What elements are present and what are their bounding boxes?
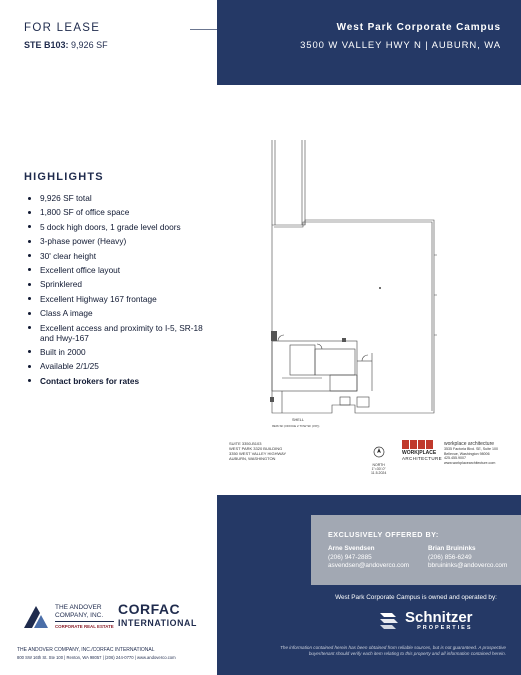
list-item: Available 2/1/25 [27, 361, 217, 371]
broker-email[interactable]: asvendsen@andoverco.com [328, 562, 410, 569]
footer-line1: THE ANDOVER COMPANY, INC./CORFAC INTERNATIONAL [17, 647, 155, 653]
disclaimer-line: The information contained herein has been obtained from reliable sources, but is not guaranteed. A prospective [280, 645, 506, 650]
caption-line: 3350 WEST VALLEY HIGHWAY [229, 451, 287, 456]
property-name: West Park Corporate Campus [336, 22, 501, 33]
architect-line: 425.455.9007 [444, 456, 466, 461]
schnitzer-sub: PROPERTIES [417, 624, 473, 631]
highlights-list [27, 193, 217, 390]
architect-line: 3535 Factoria Blvd. SE, Suite 100 [444, 447, 498, 451]
north-arrow [371, 445, 386, 475]
broker-name: Arne Svendsen [328, 545, 375, 552]
andover-line3: CORPORATE REAL ESTATE [55, 621, 114, 631]
list-item: 3-phase power (Heavy) [27, 236, 217, 246]
list-item: Contact brokers for rates [27, 376, 217, 386]
header-property-box [217, 0, 521, 85]
workplace-logo-icon [402, 440, 442, 449]
suite-value: 9,926 SF [71, 40, 108, 50]
list-item: Excellent Highway 167 frontage [27, 294, 217, 304]
corfac-line1: CORFAC [118, 601, 181, 617]
list-item: Sprinklered [27, 279, 217, 289]
list-item: Excellent office layout [27, 265, 217, 275]
broker-email[interactable]: bbruininks@andoverco.com [428, 562, 508, 569]
brokers-panel [311, 515, 521, 585]
architect-line: Bellevue, Washington 98006 [444, 451, 490, 456]
andover-line2: COMPANY, INC. [55, 611, 104, 619]
broker-card [328, 545, 409, 571]
architect-info [444, 441, 498, 465]
footer-line2: 800 SW 16th St. Ste 100 | Renton, WA 98057 | (206) 244-0770 | www.andoverco.com [17, 655, 176, 660]
broker-name: Brian Bruininks [428, 545, 476, 552]
header-left [24, 22, 108, 50]
andover-line1: THE ANDOVER [55, 604, 102, 611]
shell-sub: 9926 SF (OFFICE 2 TOW SF (4'#')) [272, 424, 320, 428]
andover-mark-icon [22, 604, 50, 630]
suite-label: STE B103: [24, 40, 69, 50]
architect-line: www.workplacearchitecture.com [444, 460, 496, 465]
brokers-title: EXCLUSIVELY OFFERED BY: [328, 530, 439, 539]
caption-line: SUITE 3350-B103 [229, 441, 262, 446]
list-item: 5 dock high doors, 1 grade level doors [27, 222, 217, 232]
owner-text: West Park Corporate Campus is owned and operated by: [335, 594, 497, 601]
list-item: Class A image [27, 308, 217, 318]
north-arrow-icon [373, 446, 385, 458]
architect-name: workplace architecture [444, 441, 495, 447]
schnitzer-logo [378, 609, 473, 631]
andover-logo [22, 604, 114, 631]
list-item: 9,926 SF total [27, 193, 217, 203]
suite-size [24, 40, 108, 50]
list-item: Built in 2000 [27, 347, 217, 357]
property-address: 3500 W VALLEY HWY N | AUBURN, WA [300, 40, 501, 51]
scale-label: 1"=30'-0" [371, 467, 386, 471]
date-label: 11.5.2024 [371, 471, 387, 475]
north-label: NORTH [372, 463, 385, 467]
broker-phone[interactable]: (206) 947-2885 [328, 553, 372, 561]
list-item: 30' clear height [27, 251, 217, 261]
broker-card [428, 545, 507, 571]
plan-caption [229, 441, 286, 461]
list-item: Excellent access and proximity to I-5, SR-18 and Hwy-167 [27, 323, 217, 343]
workplace-logo [402, 440, 442, 461]
corfac-logo [118, 601, 197, 628]
shell-label: SHELL [292, 418, 305, 422]
highlights-title: HIGHLIGHTS [24, 171, 104, 183]
disclaimer-line: buyer/tenant should verify each item relating to this property and all information contained herein. [308, 651, 506, 656]
schnitzer-mark-icon [378, 609, 400, 631]
floor-plan-drawing [222, 135, 512, 480]
broker-phone[interactable]: (206) 856-6249 [428, 553, 472, 561]
schnitzer-word: Schnitzer [405, 608, 473, 626]
corfac-line2: INTERNATIONAL [118, 618, 197, 628]
caption-line: WEST PARK 3320 BUILDING [229, 446, 283, 451]
workplace-logo-sub: ARCHITECTURE [402, 456, 443, 461]
disclaimer [236, 645, 506, 657]
caption-line: AUBURN, WASHINGTON [229, 456, 276, 461]
workplace-logo-text: WORK|PLACE [402, 450, 437, 456]
for-lease-label: FOR LEASE [24, 22, 101, 34]
footer [17, 647, 176, 661]
list-item: 1,800 SF of office space [27, 207, 217, 217]
